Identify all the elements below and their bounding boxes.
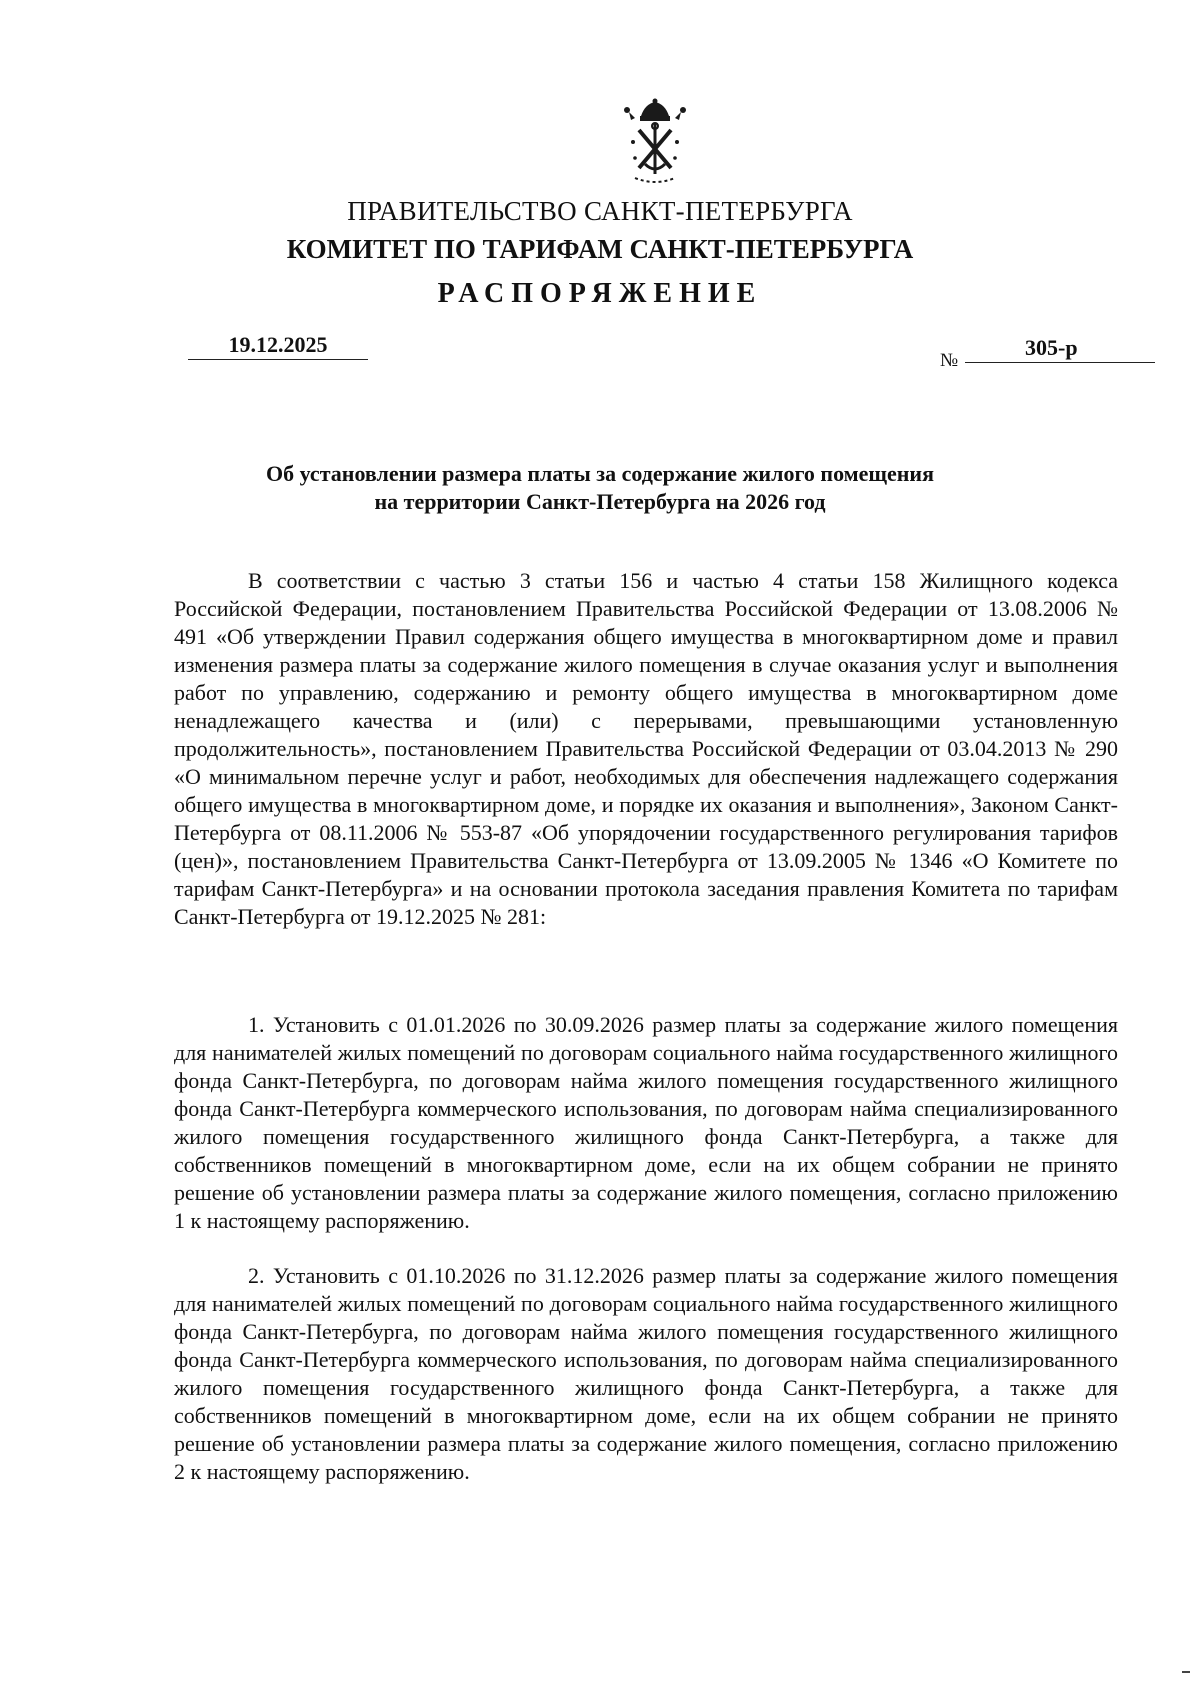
item-1-paragraph: 1. Установить с 01.01.2026 по 30.09.2026 размер платы за содержание жилого помещения для нанимателей жилых помещений по договорам социального найма государственного жилищного фонда Санкт-Петербурга, по договорам найма жилого помещения государственного жилищного фонда Санкт-Петербурга коммерческого использования, по договорам найма специализированного жилого помещения государственного жилищного фонда Санкт-Петербурга, а также для собственников помещений в многоквартирном доме, если на их общем собрании не принято решение об установлении размера платы за содержание жилого помещения, согласно приложению 1 к настоящему распоряжению. (174, 1012, 1118, 1233)
committee-title: КОМИТЕТ ПО ТАРИФАМ САНКТ-ПЕТЕРБУРГА (286, 234, 914, 264)
number-sign: № (940, 350, 959, 371)
document-date: 19.12.2025 (188, 332, 368, 360)
subject-line-1: Об установлении размера платы за содержание жилого помещения (266, 461, 934, 486)
scan-mark (1182, 1671, 1190, 1673)
government-title: ПРАВИТЕЛЬСТВО САНКТ-ПЕТЕРБУРГА (347, 196, 853, 226)
subject-line-2: на территории Санкт-Петербурга на 2026 год (374, 489, 826, 514)
item-2-paragraph: 2. Установить с 01.10.2026 по 31.12.2026 размер платы за содержание жилого помещения для нанимателей жилых помещений по договорам социального найма государственного жилищного фонда Санкт-Петербурга, по договорам найма жилого помещения государственного жилищного фонда Санкт-Петербурга коммерческого использования, по договорам найма специализированного жилого помещения государственного жилищного фонда Санкт-Петербурга, а также для собственников помещений в многоквартирном доме, если на их общем собрании не принято решение об установлении размера платы за содержание жилого помещения, согласно приложению 2 к настоящему распоряжению. (174, 1263, 1118, 1484)
coat-of-arms-icon (615, 98, 695, 188)
document-number: 305-р (965, 335, 1155, 363)
preamble-paragraph: В соответствии с частью 3 статьи 156 и частью 4 статьи 158 Жилищного кодекса Российской Федерации, постановлением Правительства Российской Федерации от 13.08.2006 № 491 «Об утверждении Правил содержания общего имущества в многоквартирном доме и правил изменения размера платы за содержание жилого помещения в случае оказания услуг и выполнения работ по управлению, содержанию и ремонту общего имущества в многоквартирном доме ненадлежащего качества и (или) с перерывами, превышающими установленную продолжительность», постановлением Правительства Российской Федерации от 03.04.2013 № 290 «О минимальном перечне услуг и работ, необходимых для обеспечения надлежащего содержания общего имущества в многоквартирном доме, и порядке их оказания и выполнения», Законом Санкт-Петербурга от 08.11.2006 № 553-87 «Об упорядочении государственного регулирования тарифов (цен)», постановлением Правительства Санкт-Петербурга от 13.09.2005 № 1346 «О Комитете по тарифам Санкт-Петербурга» и на основании протокола заседания правления Комитета по тарифам Санкт-Петербурга от 19.12.2025 № 281: (174, 568, 1118, 929)
document-type-title: РАСПОРЯЖЕНИЕ (437, 278, 763, 309)
